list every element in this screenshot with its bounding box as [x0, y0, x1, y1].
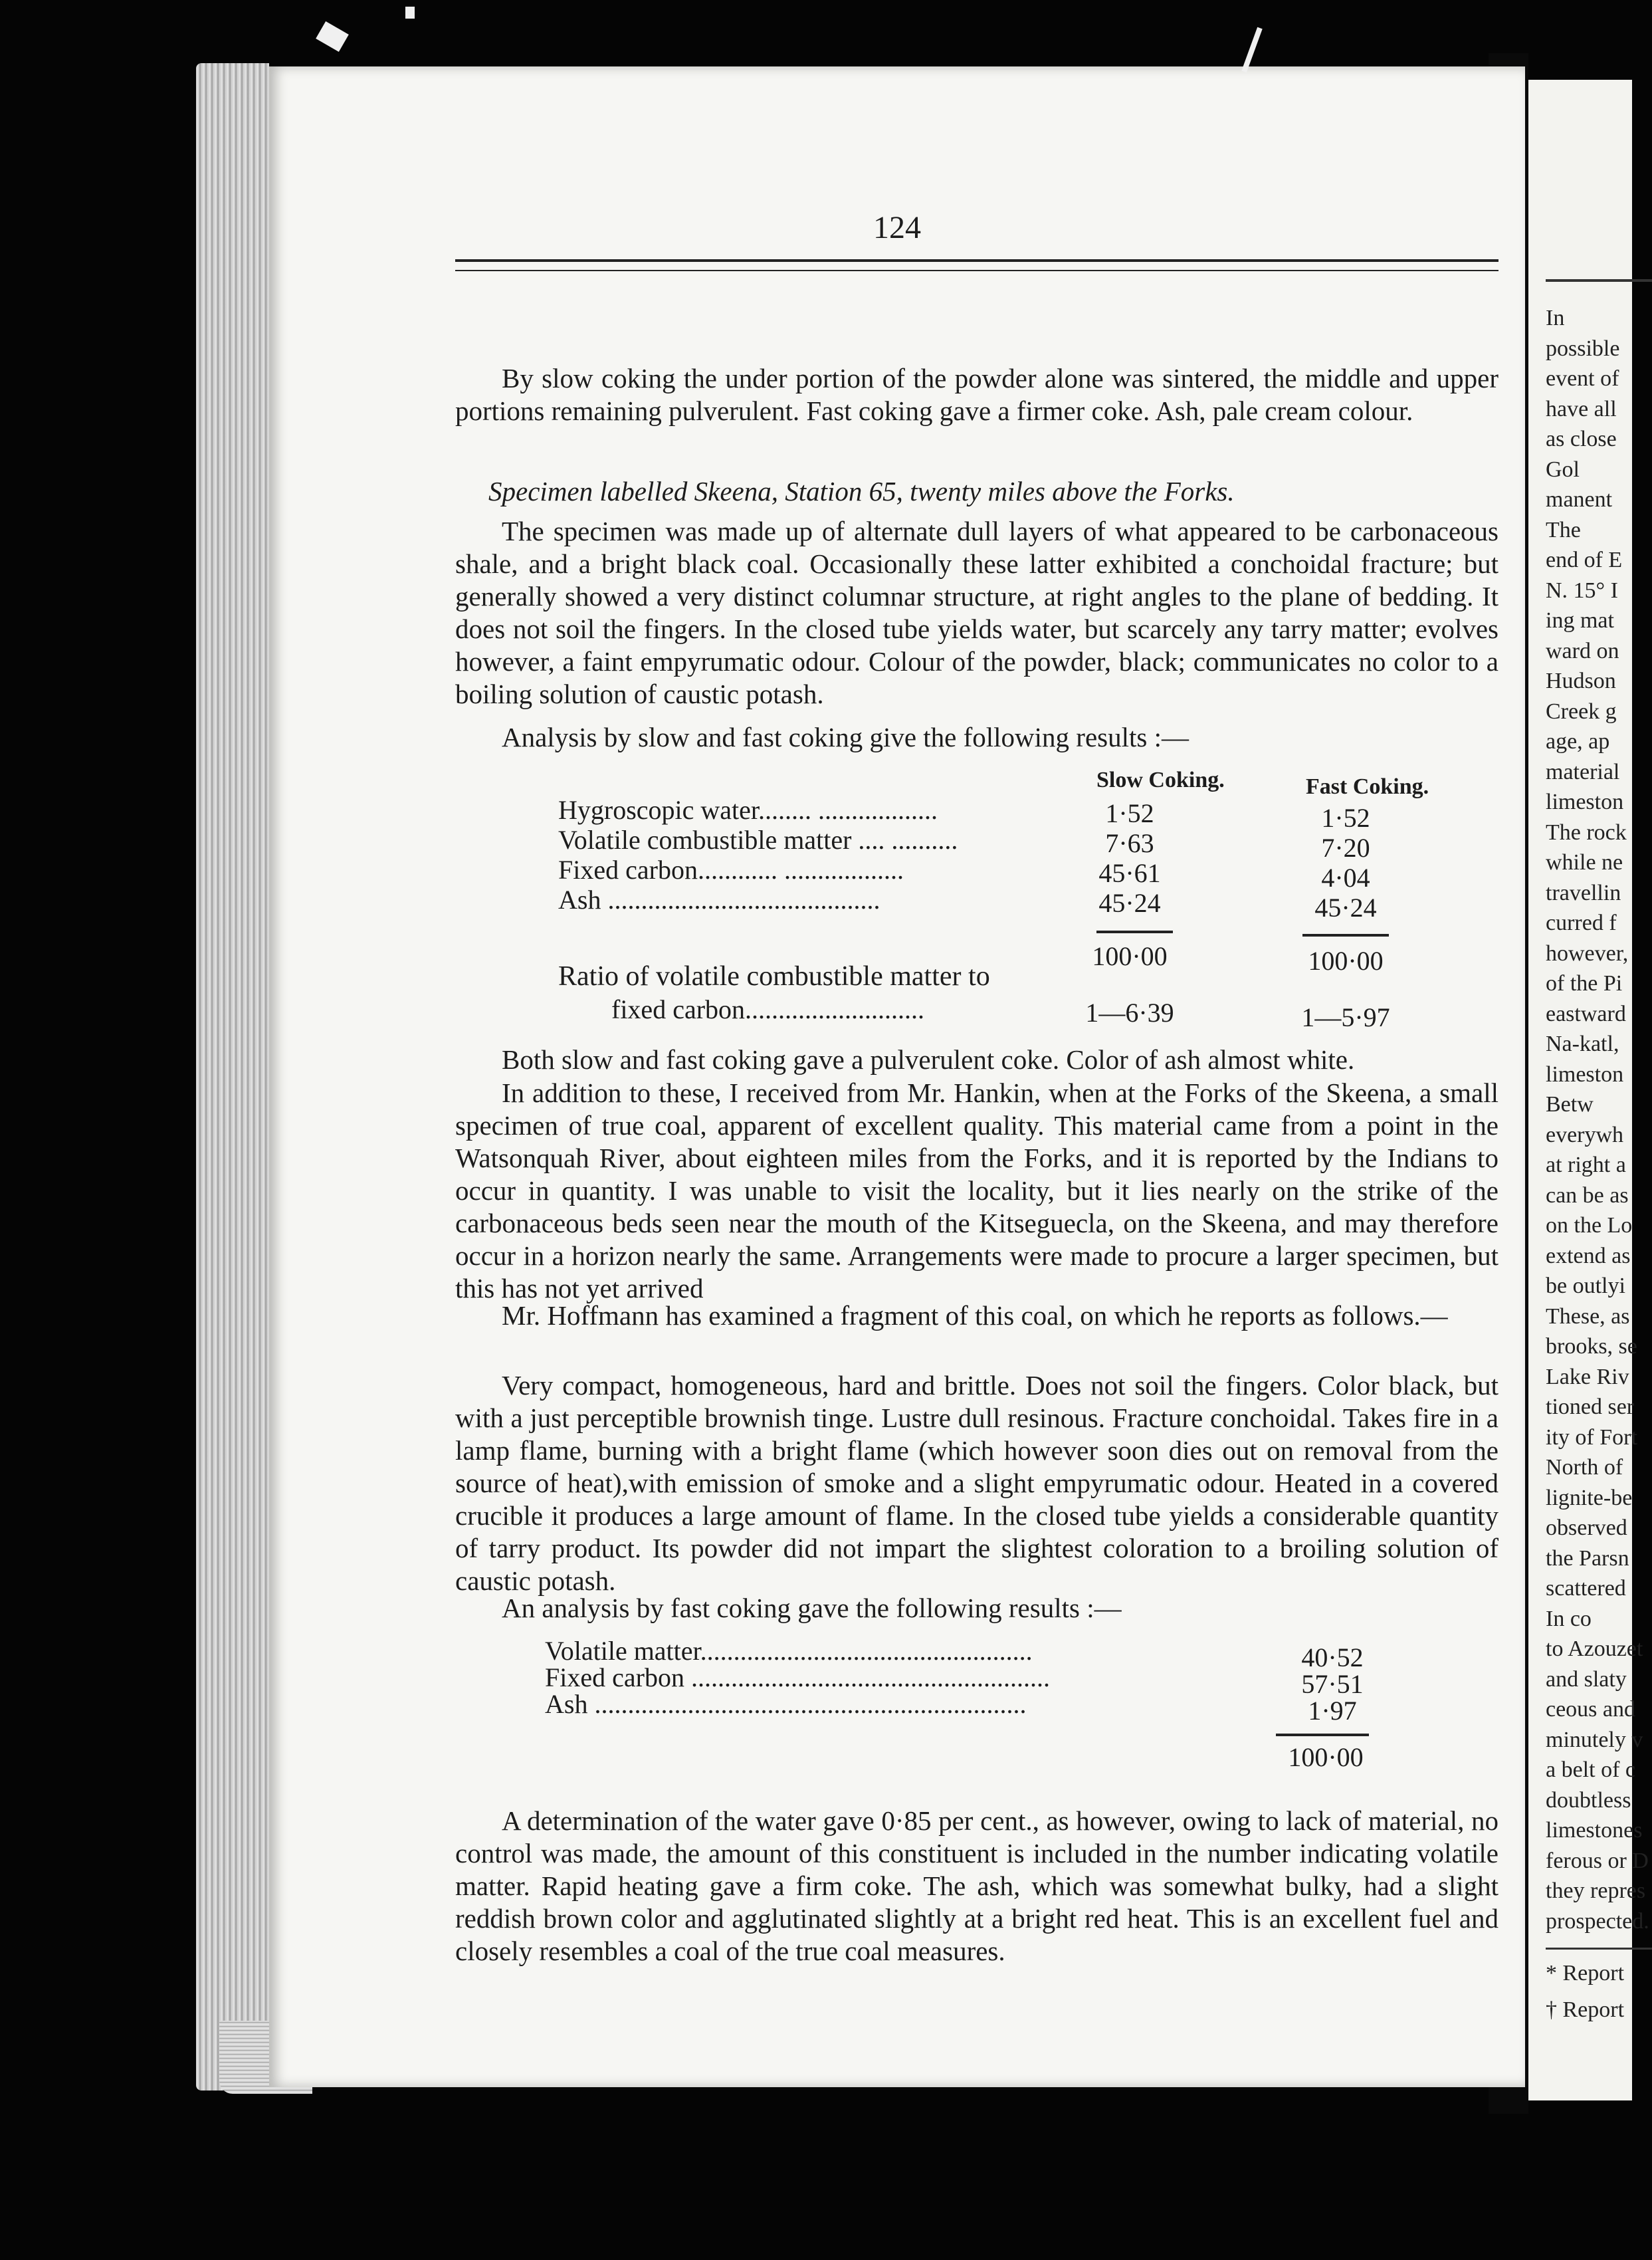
facing-page-line: to Azouzet [1546, 1637, 1643, 1661]
facing-page-line: North of [1546, 1455, 1623, 1480]
facing-page-line: extend as [1546, 1243, 1631, 1268]
paragraph-water-determination: A determination of the water gave 0·85 per cent., as however, owing to lack of material, no control was made, the amount of this constituent is included in the number indicating volatile matter. Rapid heating gave a firm coke. The ash, which was somewhat bulky, had a slight reddish brown color and agglutinated slightly at a bright red heat. This is an excellent fuel and closely resembles a coal of the true coal measures. [455, 1805, 1498, 1966]
facing-page-line: The rock [1546, 820, 1627, 845]
facing-page-line: scattered [1546, 1576, 1626, 1601]
facing-page-header-rule [1546, 279, 1652, 282]
table-1-fast-value: 7·20 [1321, 833, 1370, 863]
facing-page-line: lignite-be [1546, 1485, 1633, 1510]
facing-page-line: observed [1546, 1516, 1627, 1540]
ratio-slow: 1—6·39 [1085, 998, 1174, 1028]
paragraph-analysis-intro: Analysis by slow and fast coking give the following results :— [502, 722, 1189, 752]
facing-page-line: of the Pi [1546, 971, 1623, 996]
paragraph-hoffmann-report: Mr. Hoffmann has examined a fragment of this coal, on which he reports as follows.— [502, 1300, 1448, 1331]
facing-page-line: limeston [1546, 790, 1624, 814]
facing-page-line: end of E [1546, 548, 1623, 572]
paragraph-coke-result: Both slow and fast coking gave a pulverulent coke. Color of ash almost white. [502, 1044, 1355, 1075]
facing-page-footnote-rule [1546, 1948, 1652, 1950]
paragraph-coking-note: By slow coking the under portion of the powder alone was sintered, the middle and upper portions remaining pulverulent. Fast coking gave a firmer coke. Ash, pale cream colour. [455, 363, 1498, 426]
ratio-fast: 1—5·97 [1301, 1002, 1390, 1032]
facing-page-line: manent [1546, 487, 1613, 512]
facing-page-line: In co [1546, 1606, 1592, 1631]
facing-page-line: Lake Riv [1546, 1364, 1629, 1389]
facing-page-line: on the Lo [1546, 1213, 1633, 1238]
facing-page-line: The [1546, 517, 1581, 542]
table-1-slow-value: 45·61 [1098, 858, 1161, 888]
facing-page-line: brooks, se [1546, 1334, 1637, 1359]
table-2-row-label: Fixed carbon ...................................................... [545, 1662, 1050, 1692]
facing-page-line: a belt of c [1546, 1757, 1635, 1782]
facing-page-line: Creek g [1546, 699, 1617, 724]
column-header-fast: Fast Coking. [1306, 774, 1429, 799]
facing-page-line: limestones [1546, 1818, 1643, 1843]
facing-page-line: at right a [1546, 1153, 1626, 1177]
table-1-row-label: Fixed carbon............ .................. [558, 855, 904, 885]
book-page [269, 66, 1525, 2087]
facing-page-line: Gol [1546, 457, 1580, 482]
facing-page-line: everywh [1546, 1122, 1624, 1147]
facing-page-line: travellin [1546, 880, 1621, 905]
table-1-fast-value: 45·24 [1314, 893, 1377, 923]
table-1-slow-value: 45·24 [1098, 888, 1161, 918]
facing-page-line: limeston [1546, 1062, 1624, 1087]
facing-page-line: Na-katl, [1546, 1032, 1619, 1056]
sum-rule-slow [1096, 931, 1173, 933]
facing-page-line: have all [1546, 396, 1617, 421]
table-1-slow-value: 7·63 [1105, 828, 1154, 858]
facing-page-fragment [1528, 80, 1649, 2100]
facing-page-line: be outlyi [1546, 1274, 1625, 1298]
facing-page-line: These, as [1546, 1303, 1630, 1329]
facing-page-line: ity of Fort [1546, 1424, 1637, 1450]
header-rule [455, 259, 1498, 271]
specimen-caption: Specimen labelled Skeena, Station 65, twenty miles above the Forks. [488, 476, 1235, 507]
page-number: 124 [873, 210, 921, 245]
facing-page-line: material [1546, 759, 1620, 784]
scan-speck [316, 21, 349, 52]
scan-speck [1241, 27, 1262, 73]
facing-page-line: ceous and [1546, 1697, 1636, 1722]
facing-page-line: doubtless [1546, 1787, 1631, 1813]
facing-page-line: eastward [1546, 1001, 1626, 1026]
table-1-fast-value: 4·04 [1321, 863, 1370, 893]
column-header-slow: Slow Coking. [1096, 768, 1225, 792]
facing-page-line: * Report [1546, 1961, 1625, 1985]
ratio-label-line-2: fixed carbon........................... [611, 994, 925, 1024]
facing-page-line: ing mat [1546, 608, 1614, 633]
facing-page-line: and slaty [1546, 1666, 1627, 1692]
paragraph-specimen-description: The specimen was made up of alternate dull layers of what appeared to be carbonaceous shale, and a bright black coal. Occasionally these latter exhibited a conchoidal fracture; but generally showed a very distinct columnar structure, at right angles to the plane of bedding. It does not soil the fingers. In the closed tube yields water, but scarcely any tarry matter; evolves however, a faint empyrumatic odour. Colour of the powder, black; communicates no color to a boiling solution of caustic potash. [455, 516, 1498, 709]
table-1-slow-value: 1·52 [1105, 798, 1154, 828]
facing-page-line: however, [1546, 941, 1629, 966]
facing-page-line: can be as [1546, 1183, 1629, 1208]
facing-page-line: prospected. [1546, 1908, 1649, 1934]
facing-page-line: as close [1546, 427, 1617, 451]
facing-page-line: tioned ser [1546, 1395, 1635, 1419]
facing-page-line: Hudson [1546, 669, 1616, 693]
total-fast: 100·00 [1308, 946, 1384, 976]
sum-rule-table-2 [1276, 1734, 1369, 1736]
table-1-row-label: Volatile combustible matter .... .......... [558, 825, 958, 855]
facing-page-line: ferous or D [1546, 1848, 1649, 1873]
table-2-row-label: Volatile matter.................................................. [545, 1636, 1033, 1666]
facing-page-line: the Parsn [1546, 1545, 1629, 1571]
facing-page-line: curred f [1546, 911, 1617, 935]
table-1-row-label: Ash ......................................... [558, 885, 880, 915]
facing-page-line: they repres [1546, 1878, 1646, 1903]
paragraph-fast-coking-intro: An analysis by fast coking gave the following results :— [502, 1593, 1122, 1623]
ratio-label-line-1: Ratio of volatile combustible matter to [558, 961, 990, 992]
facing-page-line: age, ap [1546, 729, 1610, 754]
facing-page-line: event of [1546, 366, 1619, 391]
table-2-value: 1·97 [1308, 1696, 1357, 1726]
paragraph-hankin-specimen: In addition to these, I received from Mr. Hankin, when at the Forks of the Skeena, a small specimen of true coal, apparent of excellent quality. This material came from a point in the Watsonquah River, about eighteen miles from the Forks, and it is reported by the Indians to occur in quantity. I was unable to visit the locality, but it lies nearly on the strike of the carbonaceous beds seen near the mouth of the Kitseguecla, on the Skeena, and may therefore occur in a horizon nearly the same. Arrangements were made to procure a larger specimen, but this has not yet arrived [455, 1077, 1498, 1303]
table-2-row-label: Ash ................................................................. [545, 1689, 1027, 1719]
table-1-fast-value: 1·52 [1321, 803, 1370, 833]
total-slow: 100·00 [1092, 941, 1168, 971]
scan-speck [405, 7, 415, 19]
table-1-row-label: Hygroscopic water........ .................. [558, 795, 938, 825]
table-2-value: 57·51 [1301, 1669, 1364, 1699]
total-table-2: 100·00 [1288, 1742, 1364, 1772]
facing-page-line: minutely v [1546, 1727, 1643, 1752]
facing-page-line: In [1546, 306, 1565, 330]
facing-page-line: while ne [1546, 850, 1623, 875]
facing-page-line: possible [1546, 336, 1620, 361]
facing-page-line: † Report [1546, 1997, 1625, 2022]
page-edges [196, 63, 269, 2090]
sum-rule-fast [1302, 934, 1389, 937]
table-2-value: 40·52 [1301, 1642, 1364, 1672]
facing-page-line: Betw [1546, 1092, 1594, 1117]
facing-page-line: ward on [1546, 638, 1619, 663]
paragraph-coal-description: Very compact, homogeneous, hard and brittle. Does not soil the fingers. Color black, but with a just perceptible brownish tinge. Lustre dull resinous. Fracture conchoidal. Takes fire in a lamp flame, burning with a bright flame (which however soon dies out on removal from the source of heat),with emission of smoke and a slight empyrumatic odour. Heated in a covered crucible it produces a large amount of flame. In the closed tube yields a considerable quantity of tarry product. Its powder did not impart the slightest coloration to a broiling solution of caustic potash. [455, 1370, 1498, 1596]
facing-page-line: N. 15° I [1546, 578, 1618, 603]
